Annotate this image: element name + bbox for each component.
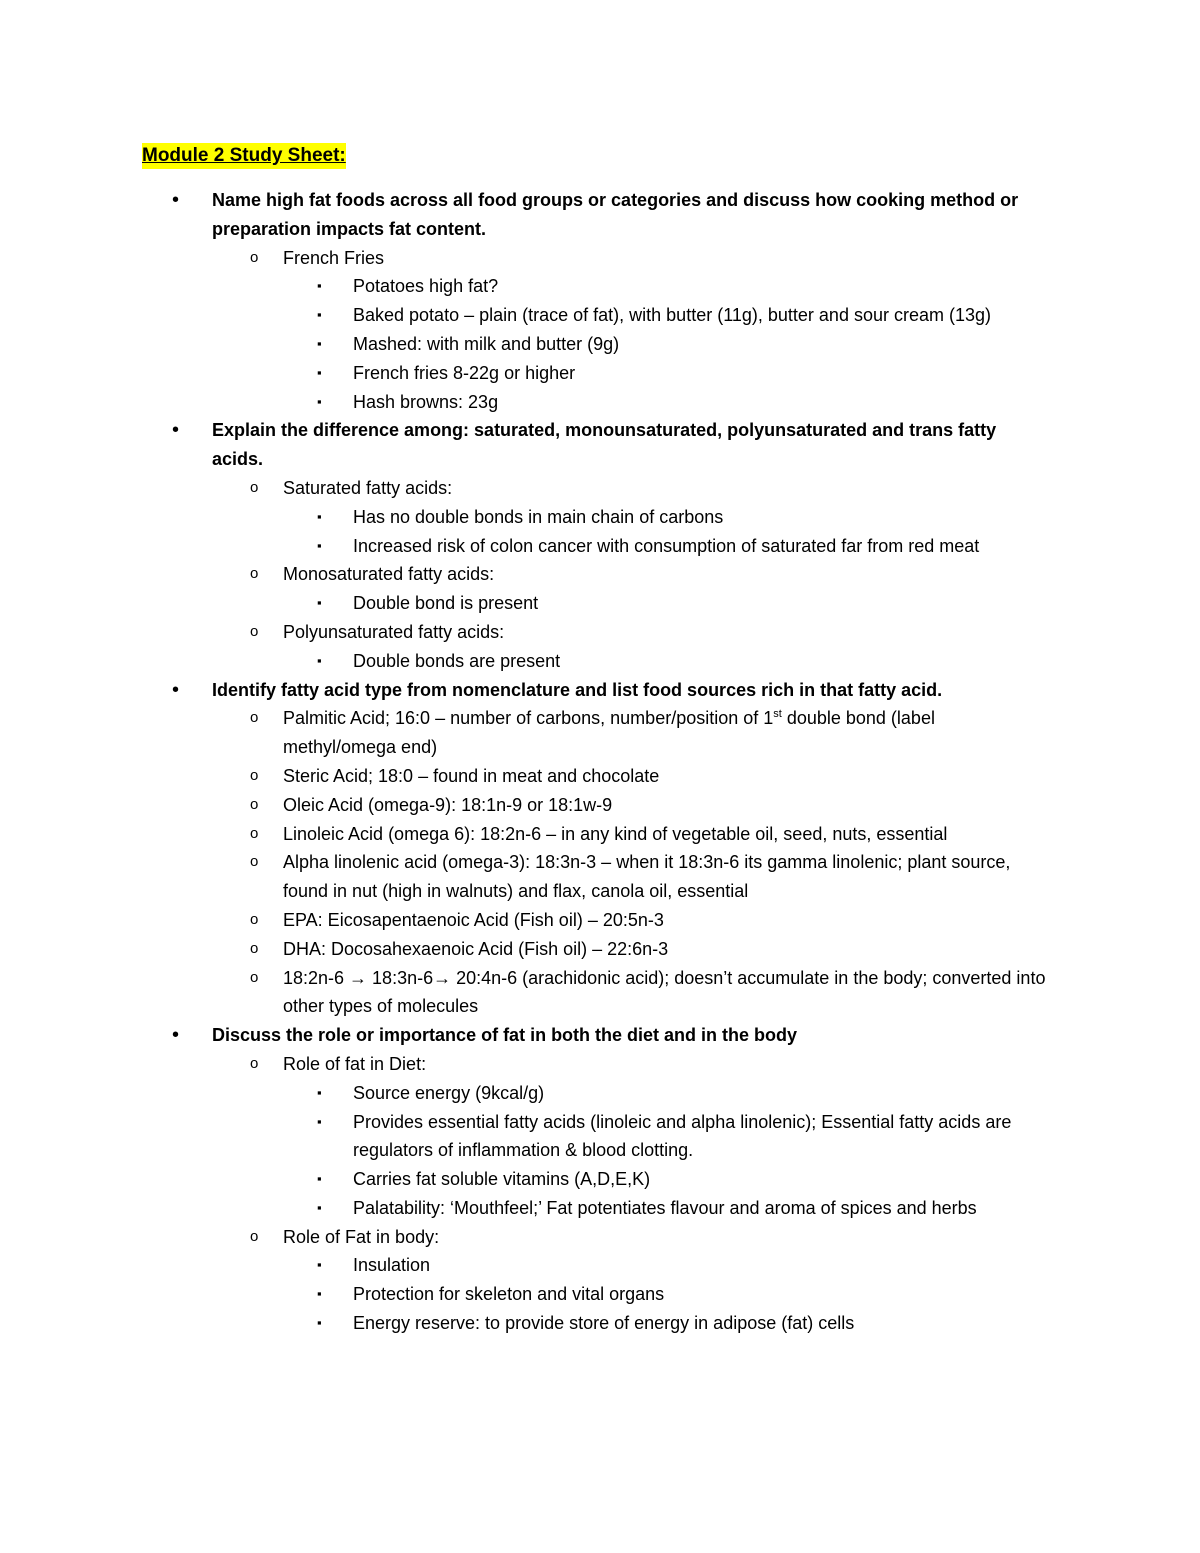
outline-item-level-3 <box>0 1309 1200 1338</box>
outline-item-text <box>283 964 1050 1022</box>
bullet-square-icon: ▪ <box>317 1199 322 1215</box>
item-text-main: French Fries <box>283 247 385 268</box>
outline-item-text <box>212 1021 1050 1050</box>
outline-item-level-2 <box>0 791 1200 820</box>
bullet-circle-icon: o <box>250 1227 259 1245</box>
outline-item-text <box>353 1108 1050 1166</box>
item-text-main: Carries fat soluble vitamins (A,D,E,K) <box>353 1169 651 1190</box>
outline-item-text <box>212 186 1050 244</box>
item-text-main: Baked potato – plain (trace of fat), with butter (11g), butter and sour cream (13g) <box>353 305 991 326</box>
bullet-circle-icon: o <box>250 248 259 266</box>
item-text-main: Name high fat foods across all food groups or categories and discuss how cooking method or preparation impacts fat content. <box>212 190 1019 239</box>
outline-item-level-2 <box>0 1223 1200 1252</box>
item-text-main: French fries 8-22g or higher <box>353 362 576 383</box>
outline-item-level-3 <box>0 1165 1200 1194</box>
outline-item-level-3 <box>0 503 1200 532</box>
outline-item-text <box>353 1079 1050 1108</box>
outline-item-level-3 <box>0 589 1200 618</box>
bullet-square-icon: ▪ <box>317 1171 322 1187</box>
outline-item-text <box>353 272 1050 301</box>
bullet-circle-icon: o <box>250 824 259 842</box>
bullet-square-icon: ▪ <box>317 278 322 294</box>
item-text-main: Identify fatty acid type from nomenclature and list food sources rich in that fatty acid. <box>212 679 943 700</box>
bullet-square-icon: ▪ <box>317 1084 322 1100</box>
outline-list <box>0 186 1200 1338</box>
item-text-main: Provides essential fatty acids (linoleic and alpha linolenic); Essential fatty acids are regulators of inflammation & blood clotting. <box>353 1111 1012 1161</box>
outline-item-text <box>353 359 1050 388</box>
outline-item-level-3 <box>0 1108 1200 1166</box>
bullet-square-icon: ▪ <box>317 1286 322 1302</box>
bullet-circle-icon: o <box>250 968 259 986</box>
item-text-main: Explain the difference among: saturated, monounsaturated, polyunsaturated and trans fatty acids. <box>212 420 997 470</box>
outline-item-level-2 <box>0 964 1200 1022</box>
bullet-square-icon: ▪ <box>317 1257 322 1273</box>
outline-item-level-2 <box>0 762 1200 791</box>
outline-item-level-2 <box>0 906 1200 935</box>
outline-item-text <box>353 532 1050 561</box>
outline-item-text <box>283 618 1050 647</box>
bullet-circle-icon: o <box>250 910 259 928</box>
ordinal-superscript: st <box>773 708 782 721</box>
outline-item-level-2 <box>0 244 1200 273</box>
outline-item-text <box>283 848 1050 906</box>
outline-item-text <box>283 762 1050 791</box>
outline-item-level-1 <box>0 186 1200 244</box>
bullet-square-icon: ▪ <box>317 1315 322 1331</box>
outline-item-text <box>283 935 1050 964</box>
page-title: Module 2 Study Sheet: <box>142 143 346 169</box>
bullet-circle-icon: o <box>250 795 259 813</box>
outline-item-text <box>283 1050 1050 1079</box>
item-text-main: Polyunsaturated fatty acids: <box>283 621 505 642</box>
bullet-dot-icon: • <box>172 419 180 442</box>
outline-item-level-3 <box>0 388 1200 417</box>
item-text-main: 18:2n-6 → 18:3n-6→ 20:4n-6 (arachidonic acid); doesn’t accumulate in the body; converted into other types of molecules <box>283 967 1046 1017</box>
outline-item-level-3 <box>0 1280 1200 1309</box>
item-text-main: Role of fat in Diet: <box>283 1053 427 1074</box>
item-text-main: Role of Fat in body: <box>283 1226 440 1247</box>
item-text-main: Oleic Acid (omega-9): 18:1n-9 or 18:1w-9 <box>283 794 613 815</box>
outline-item-text <box>283 906 1050 935</box>
bullet-circle-icon: o <box>250 939 259 957</box>
item-text-main: Discuss the role or importance of fat in both the diet and in the body <box>212 1025 798 1046</box>
item-text-main: Palatability: ‘Mouthfeel;’ Fat potentiates flavour and aroma of spices and herbs <box>353 1197 977 1218</box>
outline-item-level-3 <box>0 1251 1200 1280</box>
item-text-main: Increased risk of colon cancer with consumption of saturated far from red meat <box>353 535 980 556</box>
outline-item-text <box>283 791 1050 820</box>
bullet-dot-icon: • <box>172 678 180 701</box>
outline-item-text <box>353 330 1050 359</box>
outline-item-text <box>283 560 1050 589</box>
bullet-square-icon: ▪ <box>317 537 322 553</box>
outline-item-text <box>353 301 1050 330</box>
item-text-main: Mashed: with milk and butter (9g) <box>353 333 620 354</box>
bullet-circle-icon: o <box>250 853 259 871</box>
item-text-main: EPA: Eicosapentaenoic Acid (Fish oil) – 20:5n-3 <box>283 909 664 930</box>
bullet-circle-icon: o <box>250 709 259 727</box>
bullet-dot-icon: • <box>172 189 180 211</box>
outline-item-text <box>353 1280 1050 1309</box>
outline-item-text <box>283 244 1050 273</box>
outline-item-text <box>353 1165 1050 1194</box>
item-text-main: Protection for skeleton and vital organs <box>353 1284 665 1305</box>
item-text-main: Insulation <box>353 1255 431 1276</box>
bullet-circle-icon: o <box>250 478 259 496</box>
outline-item-level-2 <box>0 1050 1200 1079</box>
bullet-square-icon: ▪ <box>317 652 322 668</box>
outline-item-level-1 <box>0 1021 1200 1050</box>
bullet-circle-icon: o <box>250 565 259 583</box>
outline-item-text <box>353 647 1050 676</box>
outline-item-text <box>353 1251 1050 1280</box>
item-text-main: Linoleic Acid (omega 6): 18:2n-6 – in any kind of vegetable oil, seed, nuts, essential <box>283 823 948 844</box>
bullet-square-icon: ▪ <box>317 1113 322 1129</box>
outline-item-text <box>353 589 1050 618</box>
item-text-main: Monosaturated fatty acids: <box>283 564 495 585</box>
item-text-main: Alpha linolenic acid (omega-3): 18:3n-3 – when it 18:3n-6 its gamma linolenic; plant source, found in nut (high in walnuts) and flax, canola oil, essential <box>283 852 1011 902</box>
item-text-main: Potatoes high fat? <box>353 276 499 297</box>
bullet-circle-icon: o <box>250 1054 259 1072</box>
outline-item-text <box>283 820 1050 849</box>
bullet-square-icon: ▪ <box>317 335 322 351</box>
item-text-main: Palmitic Acid; 16:0 – number of carbons, number/position of 1 <box>283 708 774 729</box>
item-text-continued: double bond (label methyl/omega end) <box>283 708 935 758</box>
outline-item-text <box>283 704 1050 762</box>
outline-item-text <box>353 503 1050 532</box>
bullet-square-icon: ▪ <box>317 307 322 323</box>
bullet-circle-icon: o <box>250 622 259 640</box>
item-text-main: Energy reserve: to provide store of energy in adipose (fat) cells <box>353 1313 855 1334</box>
outline-item-text <box>212 416 1050 474</box>
outline-item-text <box>353 388 1050 417</box>
item-text-main: DHA: Docosahexaenoic Acid (Fish oil) – 22:6n-3 <box>283 938 669 959</box>
outline-item-level-2 <box>0 474 1200 503</box>
bullet-circle-icon: o <box>250 766 259 784</box>
item-text-main: Steric Acid; 18:0 – found in meat and chocolate <box>283 765 660 786</box>
bullet-dot-icon: • <box>172 1024 180 1047</box>
outline-item-text <box>283 1223 1050 1252</box>
outline-item-level-3 <box>0 532 1200 561</box>
bullet-square-icon: ▪ <box>317 508 322 524</box>
outline-item-level-2 <box>0 704 1200 762</box>
outline-item-level-2 <box>0 935 1200 964</box>
item-text-main: Source energy (9kcal/g) <box>353 1082 545 1103</box>
item-text-main: Double bond is present <box>353 593 539 614</box>
outline-item-level-2 <box>0 820 1200 849</box>
item-text-main: Double bonds are present <box>353 650 561 671</box>
outline-item-level-3 <box>0 647 1200 676</box>
outline-item-text <box>283 474 1050 503</box>
outline-item-text <box>212 676 1050 705</box>
outline-item-level-2 <box>0 618 1200 647</box>
outline-item-level-2 <box>0 848 1200 906</box>
outline-item-level-3 <box>0 330 1200 359</box>
bullet-square-icon: ▪ <box>317 393 322 409</box>
outline-item-level-3 <box>0 272 1200 301</box>
outline-item-level-3 <box>0 301 1200 330</box>
item-text-main: Saturated fatty acids: <box>283 477 453 498</box>
outline-item-level-3 <box>0 1194 1200 1223</box>
bullet-square-icon: ▪ <box>317 364 322 380</box>
outline-item-level-1 <box>0 416 1200 474</box>
outline-item-text <box>353 1309 1050 1338</box>
outline-item-level-2 <box>0 560 1200 589</box>
item-text-main: Hash browns: 23g <box>353 391 499 412</box>
item-text-main: Has no double bonds in main chain of carbons <box>353 506 724 527</box>
outline-item-level-3 <box>0 1079 1200 1108</box>
outline-item-level-3 <box>0 359 1200 388</box>
bullet-square-icon: ▪ <box>317 595 322 611</box>
outline-item-level-1 <box>0 676 1200 705</box>
outline-item-text <box>353 1194 1050 1223</box>
